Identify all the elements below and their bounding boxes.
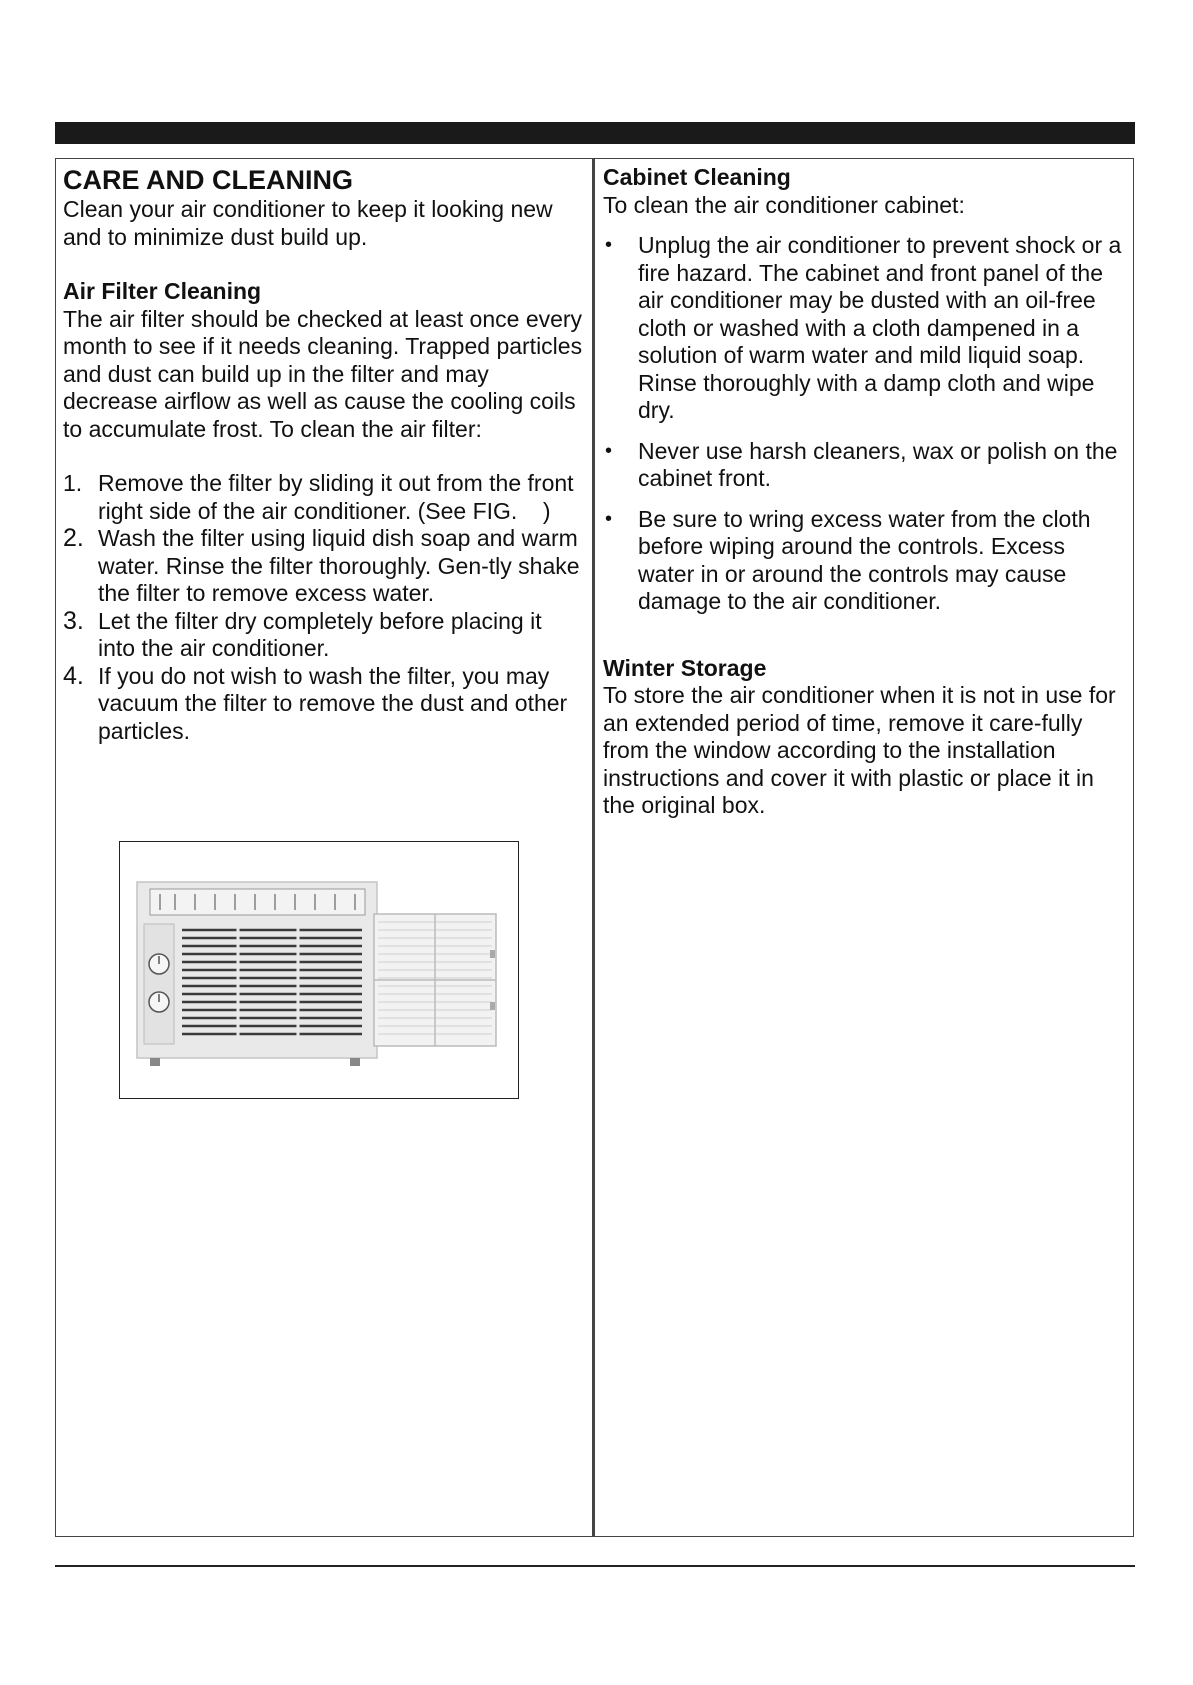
intro-text: Clean your air conditioner to keep it looking new and to minimize dust build up. [63, 196, 553, 250]
column-divider [592, 158, 595, 1537]
step-text: Wash the filter using liquid dish soap and warm water. Rinse the filter thoroughly. Gen-tly shake the filter to remove excess water. [98, 525, 580, 606]
list-item [603, 438, 1126, 493]
step-number: 1. [63, 470, 83, 496]
step-number: 3. [63, 606, 84, 635]
air-conditioner-figure [119, 841, 519, 1099]
header-bar [55, 122, 1135, 144]
bullet-text: Unplug the air conditioner to prevent shock or a fire hazard. The cabinet and front panel of the air conditioner may be dusted with an oil-free cloth or washed with a cloth dampened in a solution of warm water and mild liquid soap. Rinse thoroughly with a damp cloth and wipe dry. [638, 232, 1122, 423]
winter-heading: Winter Storage [603, 654, 767, 681]
bullet-text: Never use harsh cleaners, wax or polish on the cabinet front. [638, 437, 1118, 491]
air-conditioner-illustration [120, 842, 517, 1097]
step-number: 2. [63, 524, 84, 552]
winter-body: To store the air conditioner when it is not in use for an extended period of time, remove it care-fully from the window according to the installation instructions and cover it with plastic or place it in the original box. [603, 682, 1116, 818]
footer-rule [55, 1565, 1135, 1567]
air-filter-heading: Air Filter Cleaning [63, 278, 262, 304]
cabinet-heading: Cabinet Cleaning [603, 164, 791, 190]
step-item [63, 470, 585, 525]
step-text: If you do not wish to wash the filter, you may vacuum the filter to remove the dust and other particles. [98, 662, 568, 744]
step-number: 4. [63, 661, 84, 690]
step-text: Remove the filter by sliding it out from the front right side of the air conditioner. (See FIG. ) [98, 470, 574, 524]
step-text: Let the filter dry completely before placing it into the air conditioner. [98, 607, 542, 661]
section-title: CARE AND CLEANING [63, 165, 353, 195]
right-column [603, 164, 1126, 820]
list-item [603, 232, 1126, 425]
step-item [63, 608, 585, 663]
cabinet-intro: To clean the air conditioner cabinet: [603, 191, 965, 218]
air-filter-body: The air filter should be checked at least once every month to see if it needs cleaning. Trapped particles and dust can build up in the filter and may decrease airflow as well as cause the cooling coils to accumulate frost. To clean the air filter: [63, 305, 583, 442]
bullet-icon: • [605, 507, 613, 530]
bullet-icon: • [605, 439, 613, 462]
air-filter-steps [63, 470, 585, 745]
bullet-text: Be sure to wring excess water from the cloth before wiping around the controls. Excess water in or around the controls may cause damage to the air conditioner. [638, 505, 1091, 614]
left-column [63, 164, 585, 745]
bullet-icon: • [605, 234, 613, 256]
step-item [63, 663, 585, 746]
step-item [63, 525, 585, 608]
cabinet-bullets [603, 232, 1126, 616]
list-item [603, 506, 1126, 616]
